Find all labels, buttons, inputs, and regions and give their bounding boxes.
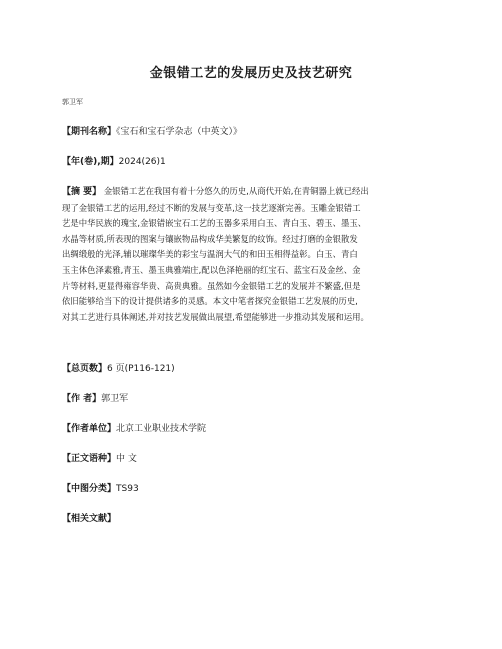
abstract-line: 出绸缎般的光泽,辅以璀璨华美的彩宝与温润大气的和田玉相得益彰。白玉、青白 [62,249,358,260]
language-label: 【正文语种】 [62,454,117,464]
abstract-line: 现了金银错工艺的运用,经过不断的发展与变革,这一技艺逐渐完善。玉雕金银错工 [62,202,361,213]
journal-field [62,126,242,138]
author-byline: 郭卫军 [62,98,83,106]
year-issue-field [62,156,166,168]
classification-label: 【中图分类】 [62,484,117,494]
classification-field [62,483,139,495]
abstract-line [62,184,442,201]
abstract-line: 玉主体色泽素雅,青玉、墨玉典雅端庄,配以色泽艳丽的红宝石、蓝宝石及金丝、金 [62,264,361,275]
year-issue-value: 2024(26)1 [118,157,166,167]
abstract-line: 艺是中华民族的瑰宝,金银错嵌宝石工艺的玉器多采用白玉、青白玉、碧玉、墨玉、 [62,218,367,229]
author-label: 【作 者】 [62,394,102,404]
affiliation-label: 【作者单位】 [62,424,117,434]
classification-value: TS93 [116,484,139,494]
related-label: 【相关文献】 [62,514,117,524]
journal-label: 【期刊名称】 [62,127,117,137]
abstract-line: 片等材料,更显得雍容华贵、高贵典雅。虽然如今金银错工艺的发展并不繁盛,但是 [62,280,361,291]
pages-label: 【总页数】 [62,364,108,374]
journal-value: 《宝石和宝石学杂志（中英文）》 [116,127,243,137]
year-issue-label: 【年(卷),期】 [62,157,119,167]
author-value: 郭卫军 [101,394,129,404]
abstract-line: 依旧能够给当下的设计提供诸多的灵感。本文中笔者探究金银错工艺发展的历史, [62,296,358,307]
language-field [62,453,137,465]
abstract-text: 金银错工艺在我国有着十分悠久的历史,从商代开始,在青铜器上就已经出 [103,186,369,196]
related-field [62,513,116,525]
document-title: 金银错工艺的发展历史及技艺研究 [149,66,353,81]
pages-field [62,363,175,375]
abstract-field [62,184,442,325]
abstract-line: 对其工艺进行具体阐述,并对技艺发展做出展望,希望能够进一步推动其发展和运用。 [62,311,369,322]
pages-value: 6 页(P116-121) [107,364,175,374]
affiliation-field [62,423,206,435]
language-value: 中 文 [116,454,137,464]
author-field [62,393,128,405]
abstract-label: 【摘 要】 [62,187,102,197]
abstract-line: 水晶等材质,所表现的图案与镶嵌物品构成华美繁复的纹饰。经过打磨的金银散发 [62,233,358,244]
affiliation-value: 北京工业职业技术学院 [116,424,207,434]
